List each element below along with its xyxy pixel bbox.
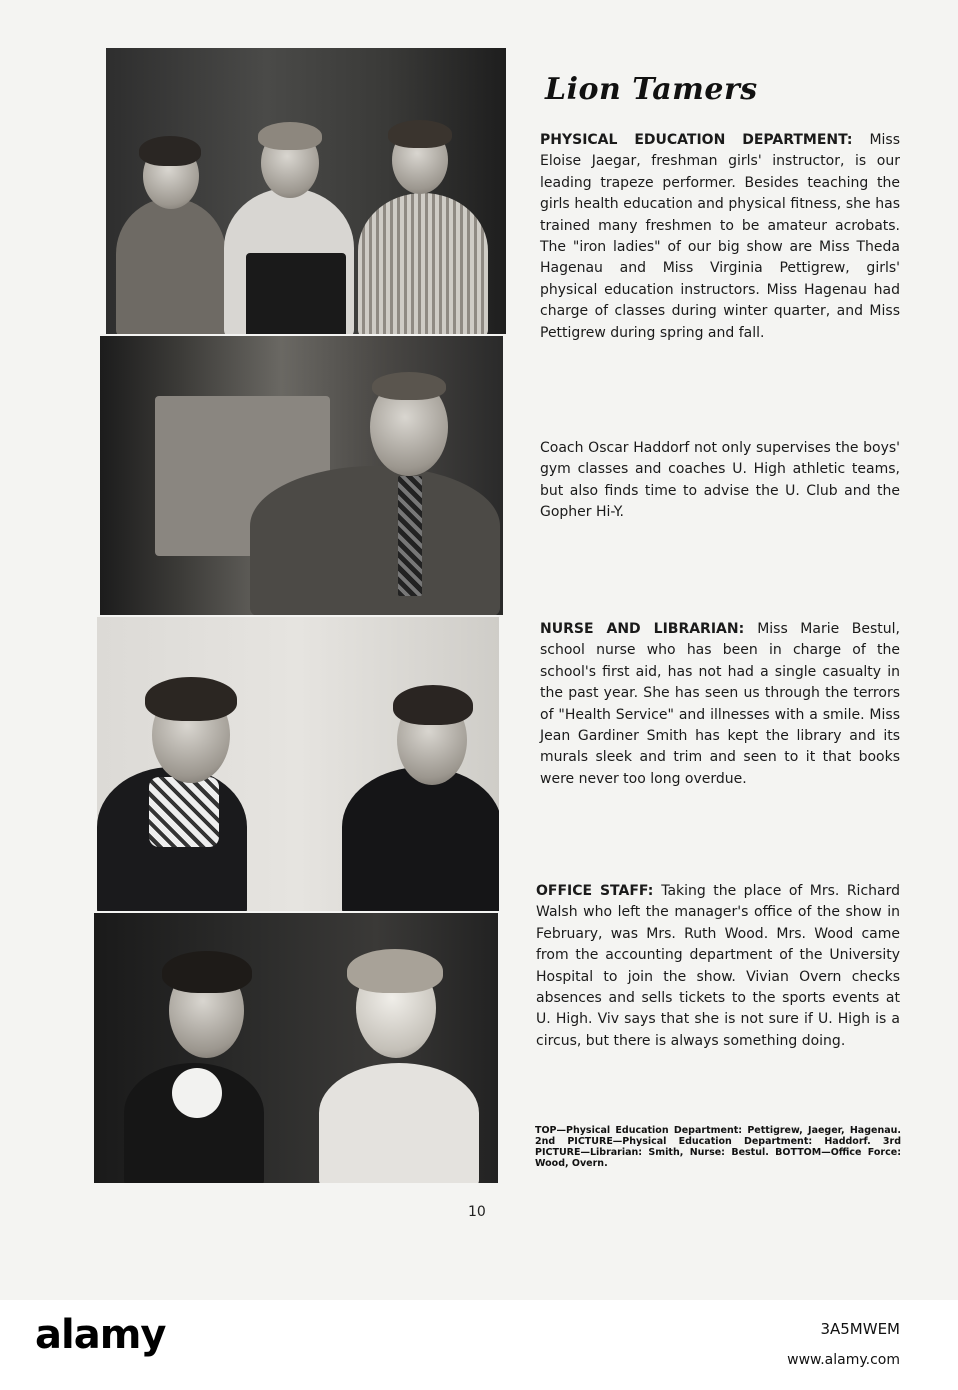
- page-title: Lion Tamers: [545, 72, 758, 107]
- section-office-staff: [536, 881, 900, 1052]
- page-number: 10: [468, 1204, 486, 1220]
- footer-url: www.alamy.com: [787, 1352, 900, 1368]
- section-text: Taking the place of Mrs. Richard Walsh who left the manager's office of the show in February, was Mrs. Ruth Wood. Mrs. Wood came from the accounting department of the University Hospital to join the show. Vivian Overn checks absences and sells tickets to the sports events at U. High. Viv says that she is not sure if U. High is a circus, but there is always something doing.: [536, 883, 900, 1049]
- photo-nurse-librarian: [97, 617, 499, 911]
- section-heading: PHYSICAL EDUCATION DEPARTMENT:: [540, 132, 870, 148]
- section-heading: NURSE AND LIBRARIAN:: [540, 621, 758, 637]
- alamy-logo: alamy: [35, 1312, 166, 1358]
- photo-caption: TOP—Physical Education Department: Pettigrew, Jaeger, Hagenau. 2nd PICTURE—Physical Education Department: Haddorf. 3rd PICTURE—Librarian: Smith, Nurse: Bestul. BOTTOM—Office Force: Wood, Overn.: [535, 1125, 901, 1169]
- section-coach: [540, 438, 900, 524]
- section-heading: OFFICE STAFF:: [536, 883, 662, 899]
- photo-physical-education-women: [106, 48, 506, 334]
- section-physical-education: [540, 130, 900, 344]
- section-text: Coach Oscar Haddorf not only supervises the boys' gym classes and coaches U. High athletic teams, but also finds time to advise the U. Club and the Gopher Hi-Y.: [540, 440, 900, 521]
- photo-coach-haddorf: [100, 336, 503, 615]
- section-text: Miss Eloise Jaegar, freshman girls' instructor, is our leading trapeze performer. Besides teaching the girls health education and physical fitness, she has trained many freshmen to be amateur acrobats. The "iron ladies" of our big show are Miss Theda Hagenau and Miss Virginia Pettigrew, girls' physical education instructors. Miss Hagenau had charge of classes during winter quarter, and Miss Pettigrew during spring and fall.: [540, 132, 900, 341]
- photo-office-staff: [94, 913, 498, 1183]
- section-text: Miss Marie Bestul, school nurse who has been in charge of the school's first aid, has not had a single casualty in the past year. She has seen us through the terrors of "Health Service" and illnesses with a smile. Miss Jean Gardiner Smith has kept the library and its murals sleek and trim and seen to it that books were never too long overdue.: [540, 621, 900, 787]
- image-id: 3A5MWEM: [820, 1320, 900, 1338]
- section-nurse-librarian: [540, 619, 900, 790]
